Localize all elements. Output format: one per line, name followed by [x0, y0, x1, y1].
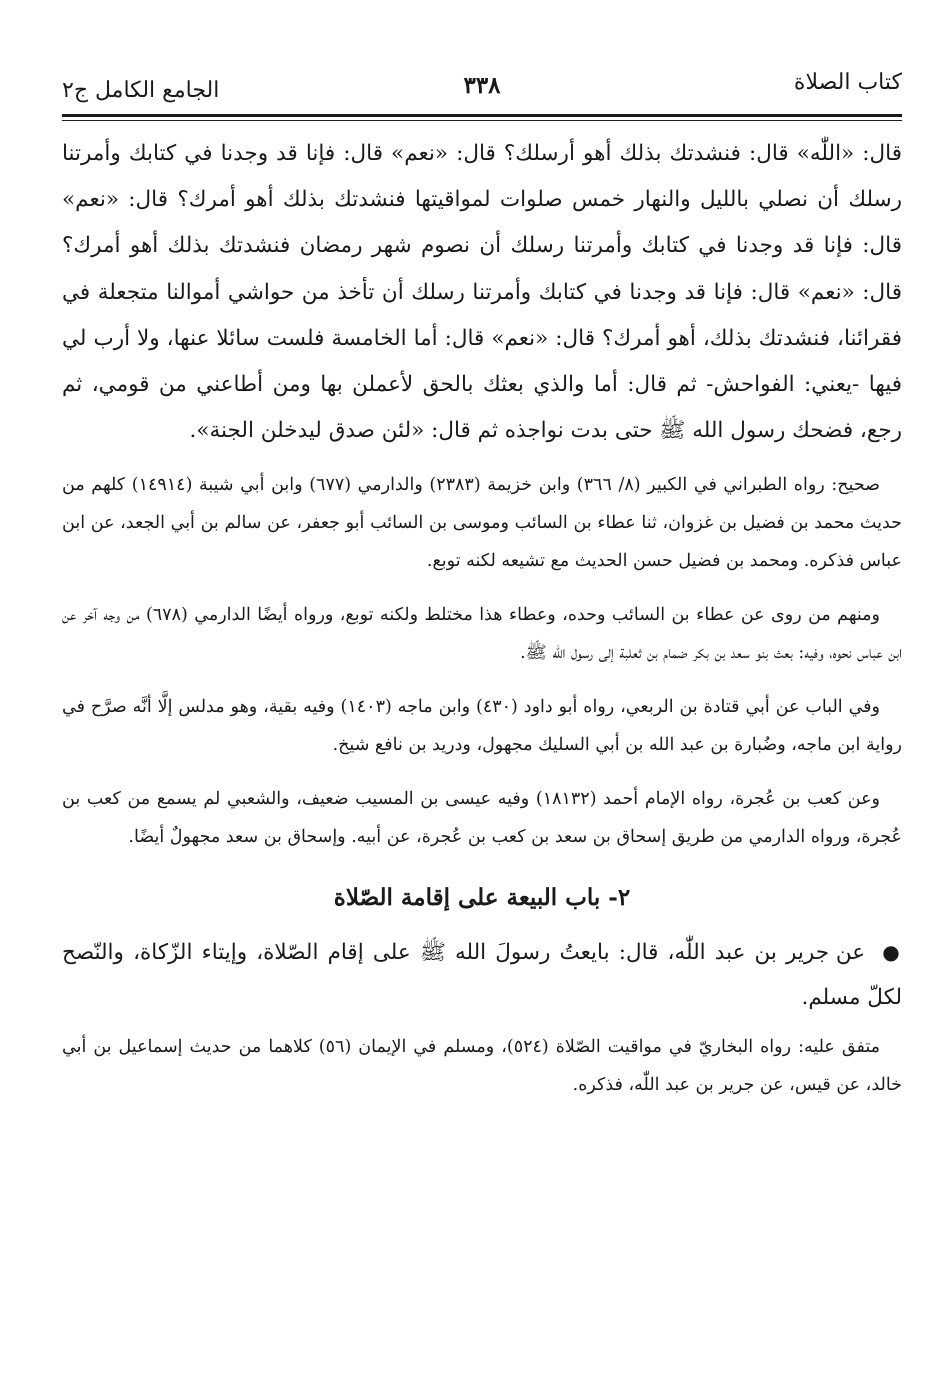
header-rule-thick: [62, 114, 902, 117]
header-rule-thin: [62, 120, 902, 121]
chapter-heading: ٢- باب البيعة على إقامة الصّلاة: [333, 884, 631, 912]
bullet-icon: ●: [882, 940, 902, 965]
hadith-takhrij: متفق عليه: رواه البخاريّ في مواقيت الصّلاة (٥٢٤)، ومسلم في الإيمان (٥٦) كلاهما من حديث إسماعيل بن أبي خالد، عن قيس، عن جرير بن عبد اللّٰه، فذكره.: [62, 1037, 902, 1096]
header-book-title: الجامع الكامل ج٢: [62, 78, 220, 103]
footnote-takhrij-3: وفي الباب عن أبي قتادة بن الربعي، رواه أبو داود (٤٣٠) وابن ماجه (١٤٠٣) وفيه بقية، وهو مدلس إلَّا أنَّه صرَّح في رواية ابن ماجه، وضُبارة بن عبد الله بن أبي السليك مجهول، ودريد بن نافع شيخ.: [62, 697, 902, 756]
footnote-takhrij-2: ومنهم من روى عن عطاء بن السائب وحده، وعطاء هذا مختلط ولكنه توبع، ورواه أيضًا الدارمي (٦٧٨) من وجه آخر عن ابن عباس نحوه، وفيه: بعث بنو سعد بن بكر ضمام بن ثعلبة إلى رسول الله ﷺ.: [62, 605, 902, 664]
book-page: [62, 58, 902, 1104]
hadith-continuation-text: قال: «اللّٰه» قال: فنشدتك بذلك أهو أرسلك؟ قال: «نعم» قال: فإنا قد وجدنا في كتابك وأمرتنا رسلك أن نصلي بالليل والنهار خمس صلوات لمواقيتها فنشدتك بذلك أهو أمرك؟ قال: «نعم» قال: فإنا قد وجدنا في كتابك وأمرتنا رسلك أن نصوم شهر رمضان فنشدتك بذلك أهو أمرك؟ قال: «نعم» قال: فإنا قد وجدنا في كتابك وأمرتنا رسلك أن تأخذ من حواشي أموالنا متجعلة في فقرائنا، فنشدتك بذلك، أهو أمرك؟ قال: «نعم» قال: أما الخامسة فلست سائلا عنها، ولا أرب لي فيها -يعني: الفواحش- ثم قال: أما والذي بعثك بالحق لأعملن بها ومن أطاعني من قومي، ثم رجع، فضحك رسول الله ﷺ حتى بدت نواجذه ثم قال: «لئن صدق ليدخلن الجنة».: [62, 141, 902, 444]
footnote-takhrij-1: صحيح: رواه الطبراني في الكبير (٨/ ٣٦٦) وابن خزيمة (٢٣٨٣) والدارمي (٦٧٧) وابن أبي شيبة (١٤٩١٤) كلهم من حديث محمد بن فضيل بن غزوان، ثنا عطاء بن السائب وموسى بن السائب أبو جعفر، عن سالم بن أبي الجعد، عن ابن عباس فذكره. ومحمد بن فضيل حسن الحديث مع تشيعه لكنه توبع.: [62, 475, 902, 572]
header-book-section: كتاب الصلاة: [793, 70, 902, 95]
header-page-number: ٣٣٨: [463, 72, 501, 99]
hadith-paragraph: [62, 930, 902, 1020]
hadith-text: عن جرير بن عبد اللّٰه، قال: بايعتُ رسولَ الله ﷺ على إقام الصّلاة، وإيتاء الزّكاة، والنّصح لكلّ مسلم.: [62, 940, 902, 1011]
running-header: [62, 58, 902, 106]
footnote-takhrij-4: وعن كعب بن عُجرة، رواه الإمام أحمد (١٨١٣٢) وفيه عيسى بن المسيب ضعيف، والشعبي لم يسمع من كعب بن عُجرة، ورواه الدارمي من طريق إسحاق بن سعد بن كعب بن عُجرة، عن أبيه. وإسحاق بن سعد مجهولٌ أيضًا.: [62, 789, 902, 848]
